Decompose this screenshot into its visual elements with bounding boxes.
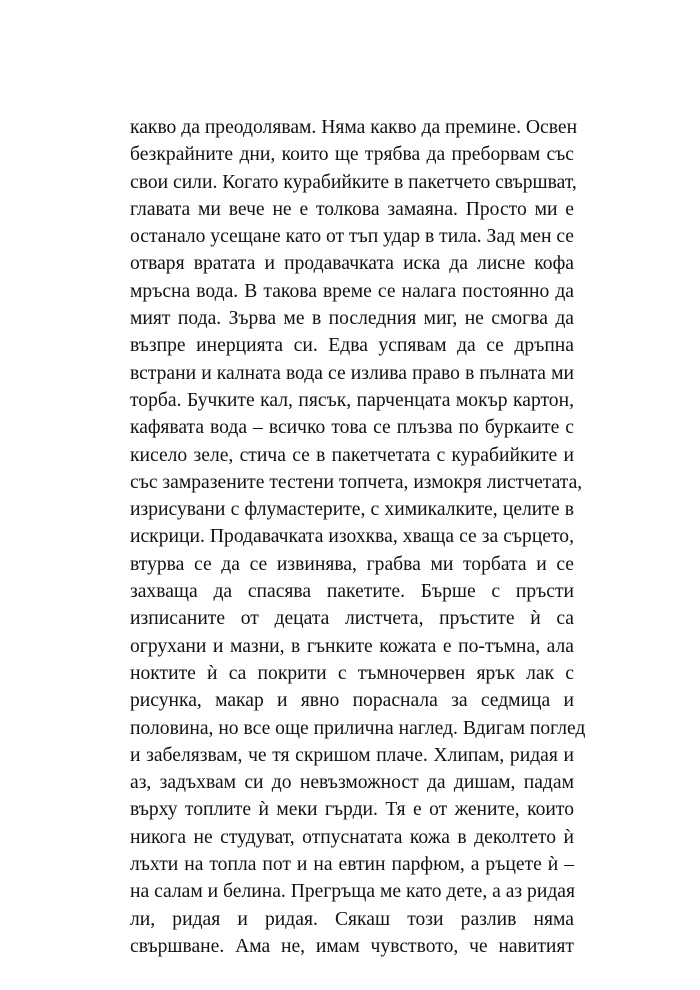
text-line: лъхти на топла пот и на евтин парфюм, а ръцете ѝ – [130,854,574,876]
text-line: отваря вратата и продавачката иска да лисне кофа [130,253,574,275]
text-line: главата ми вече не е толкова замаяна. Просто ми е [130,198,574,220]
text-line: и забелязвам, че тя скришом плаче. Хлипам, ридая и [130,744,574,766]
text-line: огрухани и мазни, в гънките кожата е по-тъмна, ала [130,635,574,657]
text-line: на салам и белина. Прегръща ме като дете, а аз ридая [130,881,576,903]
text-line: захваща да спасява пакетите. Бърше с пръсти [130,581,574,603]
text-line: възпре инерцията си. Едва успявам да се дръпна [130,335,574,357]
text-line: какво да преодолявам. Няма какво да премине. Освен [130,117,578,138]
text-line: мият пода. Зърва ме в последния миг, не смогва да [130,308,574,330]
text-line: рисунка, макар и явно порасналa за седмица и [130,690,574,712]
text-line: никога не студуват, отпуснатата кожа в деколтето ѝ [130,826,574,848]
text-line: мръсна вода. В такова време се налага постоянно да [130,280,574,302]
text-line: кафявата вода – всичко това се плъзва по буркаите с [130,417,574,439]
text-line: ноктите ѝ са покрити с тъмночервен ярък лак с [130,662,574,684]
text-line: свършване. Ама не, имам чувството, че навитият [130,935,574,957]
text-line: половина, но все още прилична наглед. Вдигам поглед [130,717,586,739]
text-line: втурва се да се извинява, грабва ми торбата и се [130,553,574,575]
text-line: торба. Бучките кал, пясък, парченцата мокър картон, [130,389,574,411]
text-line: изрисувани с флумастерите, с химикалките, целите в [130,499,574,521]
text-line: свои сили. Когато курабийките в пакетчето свършват, [130,171,577,193]
text-line: останало усещане като от тъп удар в тила. Зад мен се [130,226,574,248]
text-line: аз, задъхвам си до невъзможност да дишам, падам [130,772,574,794]
text-line: върху топлите ѝ меки гърди. Тя е от жените, които [130,799,574,821]
text-line: искрици. Продавачката изохква, хваща се за сърцето, [130,526,574,548]
text-line: изписаните от децата листчета, пръстите ѝ са [130,608,574,630]
text-line: със замразените тестени топчета, измокря листчетата, [130,471,583,493]
text-line: встрани и калната вода се излива право в пълната ми [130,362,574,384]
text-line: ли, ридая и ридая. Сякаш този разлив няма [130,908,574,930]
text-line: безкрайните дни, които ще трябва да преборвам със [130,144,574,166]
page-text-block [130,114,586,960]
text-line: кисело зеле, стича се в пакетчетата с курабийките и [130,444,574,466]
